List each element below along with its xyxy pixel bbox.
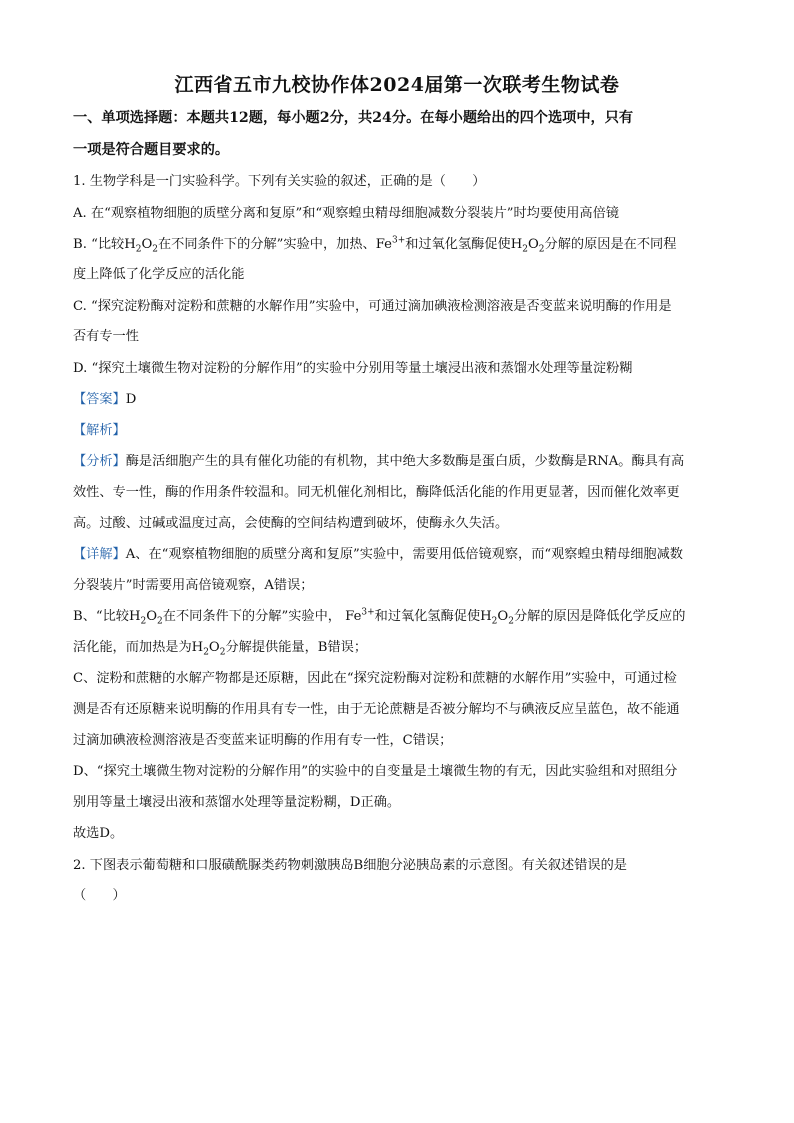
section-heading-line-1: 一、单项选择题：本题共12题，每小题2分，共24分。在每小题给出的四个选项中，只有	[73, 110, 634, 126]
b1-text: O	[146, 609, 158, 624]
subscript: 2	[522, 244, 528, 255]
xiangjie-line-d2: 别用等量土壤浸出液和蒸馏水处理等量淀粉糊，D正确。	[73, 795, 401, 810]
question-1-option-b	[73, 235, 723, 255]
question-1-option-b-cont: 度上降低了化学反应的活化能	[73, 267, 245, 282]
b1-text: O	[497, 609, 509, 624]
conclusion-line: 故选D。	[73, 826, 124, 841]
xiangjie-line-c3: 过滴加碘液检测溶液是否变蓝来证明酶的作用有专一性，C错误；	[73, 733, 453, 748]
option-b-text: 和过氧化氢酶促使H	[405, 237, 523, 252]
subscript: 2	[152, 244, 158, 255]
answer-value: D	[125, 392, 137, 407]
option-b-text: O	[141, 237, 153, 252]
subscript: 2	[538, 244, 545, 255]
subscript: 2	[219, 647, 226, 658]
xiangjie-line-d1: D、“探究土壤微生物对淀粉的分解作用”的实验中的自变量是土壤微生物的有无，因此实验组和对照组分	[73, 764, 678, 779]
xiangjie-line-b2	[73, 638, 723, 658]
b2-text: O	[208, 640, 220, 655]
b2-text: 分解提供能量，B错误；	[225, 640, 368, 655]
section-heading-line-2: 一项是符合题目要求的。	[73, 142, 230, 158]
option-b-text: B. “比较H	[73, 237, 136, 252]
analysis-label-line	[73, 421, 723, 441]
b1-text: B、“比较H	[73, 609, 141, 624]
subscript: 2	[140, 616, 147, 627]
xiangjie-label: 【详解】	[73, 547, 126, 562]
option-b-text: O	[527, 237, 539, 252]
question-1-option-c-line-2: 否有专一性	[73, 329, 139, 344]
superscript: 3+	[361, 607, 375, 618]
b1-text: 和过氧化氢酶促使H	[374, 609, 492, 624]
fenxi-text: 酶是活细胞产生的具有催化功能的有机物，其中绝大多数酶是蛋白质，少数酶是RNA。酶具有高	[125, 454, 685, 469]
xiangjie-line-a2: 分裂装片”时需要用高倍镜观察，A错误；	[73, 578, 314, 593]
xiangjie-line-c2: 测是否有还原糖来说明酶的作用具有专一性，由于无论蔗糖是否被分解均不与碘液反应呈蓝色，故不能通	[73, 702, 680, 717]
answer-line	[73, 390, 723, 410]
fenxi-line-2: 效性、专一性，酶的作用条件较温和。同无机催化剂相比，酶降低活化能的作用更显著，因而催化效率更	[73, 485, 680, 500]
question-1-option-c-line-1: C. “探究淀粉酶对淀粉和蔗糖的水解作用”实验中，可通过滴加碘液检测溶液是否变蓝来说明酶的作用是	[73, 299, 672, 314]
exam-title: 江西省五市九校协作体2024届第一次联考生物试卷	[174, 74, 620, 96]
question-2-paren: （ ）	[73, 888, 126, 903]
option-b-text: 在不同条件下的分解”实验中，加热、Fe	[157, 237, 392, 252]
xiangjie-line-a1	[73, 545, 723, 565]
subscript: 2	[203, 647, 209, 658]
fenxi-line-3: 高。过酸、过碱或温度过高，会使酶的空间结构遭到破坏，使酶永久失活。	[73, 516, 509, 531]
xiangjie-line-b1	[73, 607, 723, 627]
option-b-text: 分解的原因是在不同程	[544, 237, 677, 252]
subscript: 2	[491, 616, 498, 627]
b2-text: 活化能，而加热是为H	[73, 640, 204, 655]
fenxi-label: 【分析】	[73, 454, 126, 469]
question-1-option-a: A. 在“观察植物细胞的质壁分离和复原”和“观察蝗虫精母细胞减数分裂装片”时均要使用高倍镜	[73, 206, 619, 221]
b1-text: 分解的原因是降低化学反应的	[513, 609, 686, 624]
b1-text: 在不同条件下的分解”实验中， Fe	[162, 609, 362, 624]
xiangjie-text: A、在“观察植物细胞的质壁分离和复原”实验中，需要用低倍镜观察，而“观察蝗虫精母细胞减数	[125, 547, 683, 562]
analysis-label: 【解析】	[73, 423, 126, 438]
xiangjie-line-c1: C、淀粉和蔗糖的水解产物都是还原糖，因此在“探究淀粉酶对淀粉和蔗糖的水解作用”实验中，可通过检	[73, 671, 677, 686]
question-1-stem: 1. 生物学科是一门实验科学。下列有关实验的叙述，正确的是（ ）	[73, 174, 486, 189]
answer-label: 【答案】	[73, 392, 126, 407]
fenxi-line-1	[73, 452, 723, 472]
subscript: 2	[157, 616, 163, 627]
question-2-stem: 2. 下图表示葡萄糖和口服磺酰脲类药物刺激胰岛B细胞分泌胰岛素的示意图。有关叙述错误的是	[73, 858, 627, 873]
superscript: 3+	[391, 235, 406, 246]
subscript: 2	[135, 244, 142, 255]
subscript: 2	[508, 616, 514, 627]
question-1-option-d: D. “探究土壤微生物对淀粉的分解作用”的实验中分别用等量土壤浸出液和蒸馏水处理等量淀粉糊	[73, 361, 633, 376]
